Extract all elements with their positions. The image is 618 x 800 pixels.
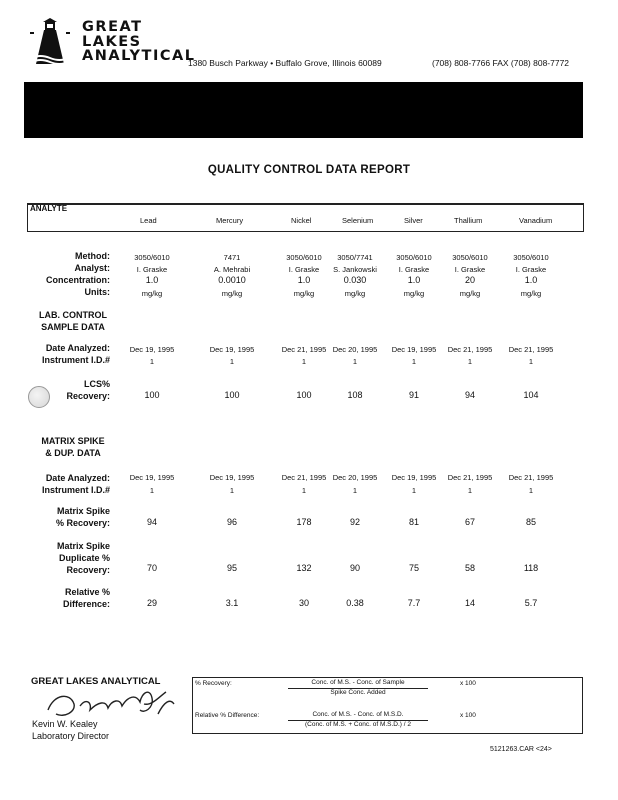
cell-msd-recovery-vanadium: 118 [523,563,539,573]
cell-lcs-date-nickel: Dec 21, 1995 [281,345,327,354]
cell-msd-recovery-selenium: 90 [349,563,360,573]
formula-rpd-label: Relative % Difference: [195,712,260,719]
cell-lcs-recovery-thallium: 94 [464,390,475,400]
cell-analyst-silver: I. Graske [398,265,430,274]
analyte-label: ANALYTE [30,204,68,213]
cell-rpd-lead: 29 [146,598,157,608]
cell-method-vanadium: 3050/6010 [513,253,549,262]
cell-rpd-mercury: 3.1 [225,598,239,608]
director-name: Kevin W. Kealey [32,719,98,729]
formula-recovery-multiplier: x 100 [460,680,476,687]
cell-msd-recovery-lead: 70 [146,563,157,573]
label-analyst: Analyst: [74,263,110,273]
label-date-analyzed: Date Analyzed: [45,343,110,353]
brand-line-1: GREAT [82,19,143,35]
label-ms-2: % Recovery: [55,518,110,528]
cell-analyst-vanadium: I. Graske [515,265,547,274]
cell-ms-date-nickel: Dec 21, 1995 [281,473,327,482]
label-lcs-percent: LCS% [83,379,110,389]
company-brand [82,20,195,64]
cell-ms-date-thallium: Dec 21, 1995 [447,473,493,482]
director-block [32,718,109,742]
cell-lcs-date-mercury: Dec 19, 1995 [209,345,255,354]
cell-method-mercury: 7471 [223,253,241,262]
section-matrix-spike-sub: & DUP. DATA [45,448,101,458]
col-vanadium: Vanadium [519,216,553,225]
cell-msd-recovery-mercury: 95 [226,563,237,573]
label-msd-2: Duplicate % [58,553,110,563]
label-instrument-id: Instrument I.D.# [41,355,110,365]
cell-units-silver: mg/kg [403,289,425,298]
cell-ms-recovery-mercury: 96 [226,517,237,527]
cell-ms-instrument-nickel: 1 [301,486,307,495]
label-msd-3: Recovery: [66,565,110,575]
lab-section-text: LAB. CONTROL SAMPLE DATA [39,310,107,332]
label-rpd-2: Difference: [62,599,110,609]
col-nickel: Nickel [291,216,312,225]
cell-ms-recovery-nickel: 178 [296,517,312,527]
punch-hole [28,386,50,408]
cell-lcs-instrument-thallium: 1 [467,357,473,366]
cell-lcs-date-selenium: Dec 20, 1995 [332,345,378,354]
cell-lcs-date-vanadium: Dec 21, 1995 [508,345,554,354]
section-matrix-spike-title: MATRIX SPIKE [41,436,105,446]
formula-recovery-denominator: Spike Conc. Added [288,688,428,696]
cell-rpd-selenium: 0.38 [346,598,364,608]
col-selenium: Selenium [342,216,374,225]
cell-rpd-silver: 7.7 [407,598,421,608]
label-units: Units: [84,287,110,297]
cell-lcs-instrument-lead: 1 [149,357,155,366]
section-lab-control [0,310,148,333]
label-lcs-recovery: Recovery: [66,391,110,401]
cell-concentration-nickel: 1.0 [297,275,311,285]
cell-rpd-vanadium: 5.7 [524,598,538,608]
formula-recovery-numerator: Conc. of M.S. - Conc. of Sample [311,679,405,686]
cell-analyst-selenium: S. Jankowski [333,265,377,274]
cell-units-nickel: mg/kg [293,289,315,298]
cell-analyst-mercury: A. Mehrabi [213,265,251,274]
cell-msd-recovery-thallium: 58 [464,563,475,573]
cell-ms-recovery-lead: 94 [146,517,157,527]
label-instrument-id-2: Instrument I.D.# [41,485,110,495]
cell-lcs-recovery-selenium: 108 [347,390,363,400]
cell-lcs-date-silver: Dec 19, 1995 [391,345,437,354]
cell-method-nickel: 3050/6010 [286,253,322,262]
formula-recovery-label: % Recovery: [195,680,232,687]
cell-lcs-date-lead: Dec 19, 1995 [129,345,175,354]
col-mercury: Mercury [216,216,244,225]
cell-method-silver: 3050/6010 [396,253,432,262]
label-date-analyzed-2: Date Analyzed: [45,473,110,483]
cell-ms-date-lead: Dec 19, 1995 [129,473,175,482]
lighthouse-logo-icon [30,18,70,66]
cell-msd-recovery-silver: 75 [408,563,419,573]
cell-analyst-thallium: I. Graske [454,265,486,274]
cell-units-mercury: mg/kg [221,289,243,298]
brand-line-3: ANALYTICAL [82,48,196,64]
cell-analyst-lead: I. Graske [136,265,168,274]
footer-company: GREAT LAKES ANALYTICAL [31,676,161,687]
cell-ms-date-selenium: Dec 20, 1995 [332,473,378,482]
company-phones: (708) 808-7766 FAX (708) 808-7772 [432,58,570,68]
cell-ms-date-silver: Dec 19, 1995 [391,473,437,482]
cell-ms-instrument-vanadium: 1 [528,486,534,495]
cell-units-vanadium: mg/kg [520,289,542,298]
formula-rpd-multiplier: x 100 [460,712,476,719]
cell-ms-date-mercury: Dec 19, 1995 [209,473,255,482]
formula-box [192,677,583,734]
cell-lcs-recovery-lead: 100 [144,390,160,400]
cell-rpd-nickel: 30 [298,598,309,608]
cell-ms-instrument-silver: 1 [411,486,417,495]
cell-units-lead: mg/kg [141,289,163,298]
formula-rpd-numerator: Conc. of M.S. - Conc. of M.S.D. [312,711,404,718]
col-lead: Lead [140,216,157,225]
cell-lcs-instrument-vanadium: 1 [528,357,534,366]
cell-lcs-recovery-mercury: 100 [224,390,240,400]
col-silver: Silver [404,216,423,225]
director-role: Laboratory Director [32,731,110,741]
cell-concentration-lead: 1.0 [145,275,159,285]
cell-method-lead: 3050/6010 [134,253,170,262]
cell-ms-date-vanadium: Dec 21, 1995 [508,473,554,482]
cell-ms-instrument-selenium: 1 [352,486,358,495]
label-rpd-1: Relative % [64,587,110,597]
cell-units-thallium: mg/kg [459,289,481,298]
label-ms-1: Matrix Spike [56,506,110,516]
cell-lcs-recovery-nickel: 100 [296,390,312,400]
cell-units-selenium: mg/kg [344,289,366,298]
cell-lcs-instrument-silver: 1 [411,357,417,366]
cell-concentration-thallium: 20 [464,275,475,285]
cell-method-thallium: 3050/6010 [452,253,488,262]
company-address: 1380 Busch Parkway • Buffalo Grove, Illinois 60089 [188,58,382,68]
cell-ms-instrument-thallium: 1 [467,486,473,495]
cell-ms-recovery-silver: 81 [408,517,419,527]
redaction-bar [24,82,583,138]
cell-lcs-instrument-mercury: 1 [229,357,235,366]
cell-ms-recovery-selenium: 92 [349,517,360,527]
cell-ms-recovery-vanadium: 85 [525,517,536,527]
cell-rpd-thallium: 14 [464,598,475,608]
label-concentration: Concentration: [46,275,110,285]
cell-ms-instrument-mercury: 1 [229,486,235,495]
formula-rpd-denominator: (Conc. of M.S. + Conc. of M.S.D.) / 2 [288,720,428,728]
cell-concentration-mercury: 0.0010 [218,275,246,285]
cell-concentration-vanadium: 1.0 [524,275,538,285]
brand-line-2: LAKES [82,33,142,50]
cell-method-selenium: 3050/7741 [337,253,373,262]
document-code: 5121263.CAR <24> [490,746,552,753]
cell-concentration-selenium: 0.030 [343,275,367,285]
label-method: Method: [75,251,110,261]
cell-msd-recovery-nickel: 132 [296,563,312,573]
cell-concentration-silver: 1.0 [407,275,421,285]
report-title: QUALITY CONTROL DATA REPORT [207,164,411,176]
col-thallium: Thallium [454,216,483,225]
cell-ms-instrument-lead: 1 [149,486,155,495]
cell-lcs-instrument-selenium: 1 [352,357,358,366]
cell-lcs-date-thallium: Dec 21, 1995 [447,345,493,354]
label-msd-1: Matrix Spike [56,541,110,551]
cell-lcs-recovery-vanadium: 104 [523,390,539,400]
cell-ms-recovery-thallium: 67 [464,517,475,527]
cell-lcs-instrument-nickel: 1 [301,357,307,366]
cell-analyst-nickel: I. Graske [288,265,320,274]
cell-lcs-recovery-silver: 91 [408,390,419,400]
